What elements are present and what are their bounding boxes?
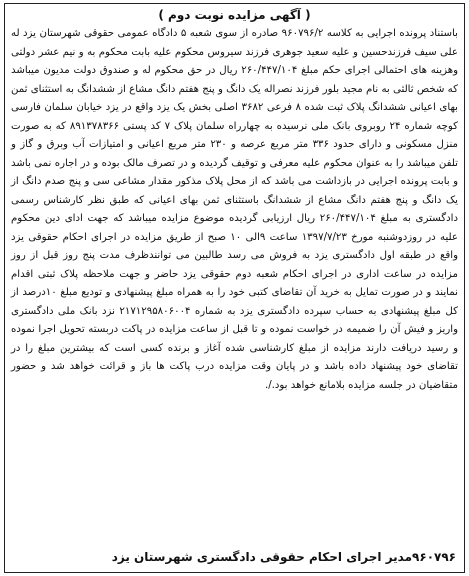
notice-body: باستناد پرونده اجرایی به کلاسه ۹۶۰۷۹۶/۲ صادره از سوی شعبه ۵ دادگاه عمومی حقوقی شهرستان یزد له علی سیف فرزندحسین و علیه سعید جوهری فرزند سیروس محکوم علیه بابت محکوم به و نیم عشر دولتی وهزینه های احتمالی اجرای حکم مبلغ ۲۶۰/۴۴۷/۱۰۴ ریال در حق محکوم له و صندوق دولت مدیون میباشد که شخص ثالثی به نام مجید بلور فرزند نصراله یک دانگ و پنج هفتم دانگ مشاع از ششدانگ به استثنای ثمن بهای اعیانی ششدانگ پلاک ثبت شده ۸ فرعی ۳۶۸۲ اصلی بخش یک یزد واقع در یزد خیابان سلمان فارسی کوچه شماره ۲۴ روبروی بانک ملی نرسیده به چهارراه سلمان پلاک ۷ کد پستی ۸۹۱۳۷۸۳۶۶ که به صورت منزل مسکونی و دارای حدود ۳۳۶ متر مربع عرصه و ۲۳۰ متر مربع اعیانی و امتیازات آب وبرق و گاز و تلفن میباشد را به عنوان محکوم علیه معرفی و توقیف گردیده و در تصرف مالک بوده و در اجاره نمی باشد و بابت پرونده اجرایی در بازداشت می باشد که از محل پلاک مذکور مقدار مشاعی سی و پنج صدم دانگ از یک دانگ و پنج هفتم دانگ مشاع از ششدانگ باستثنای ثمن بهای اعیانی که طبق نظر کارشناس رسمی دادگستری به مبلغ ۲۶۰/۴۴۷/۱۰۴ ریال ارزیابی گردیده موضوع مزایده میباشد که جهت ادای دین محکوم علیه در روزدوشنبه مورخ ۱۳۹۷/۷/۲۳ ساعت ۹الی ۱۰ صبح از طریق مزایده در اجرای احکام حقوقی یزد واقع در طبقه اول دادگستری یزد به فروش می رسد طالبین می توانندظرف مدت پنج روز قبل از روز مزایده در ساعت اداری در اجرای احکام شعبه دوم حقوقی یزد حاضر و جهت ملاحظه پلاک ثبتی اقدام نمایند و در صورت تمایل به خرید آن تقاضای کتبی خود را به همراه مبلغ پیشنهادی و تودیع مبلغ ۱۰درصد از کل مبلغ پیشنهادی به حساب سپرده دادگستری یزد به شماره ۲۱۷۱۲۹۵۸۰۶۰۰۴ نزد بانک ملی دادگستری واریز و فیش آن را ضمیمه در خواست نموده و تا قبل از ساعت مزایده در پاکت دربسته تحویل اجرا نموده و رسید دریافت دارند مزایده از مبلغ کارشناسی شده آغاز و برنده کسی است که بیشترین مبلغ را در تقاضای خود پیشنهاد داده باشد و در پایان وقت مزایده درب پاکت ها باز و قرائت خواهد شد و حضور متقاضیان در جلسه مزایده بلامانع خواهد بود./. (10, 28, 459, 391)
notice-title: ( آگهی مزایده نوبت دوم ) (158, 8, 311, 22)
notice-signature: ۹۶۰۷۹۶مدیر اجرای احکام حقوقی دادگستری شهرستان یزد (111, 550, 456, 564)
auction-notice (4, 3, 465, 573)
